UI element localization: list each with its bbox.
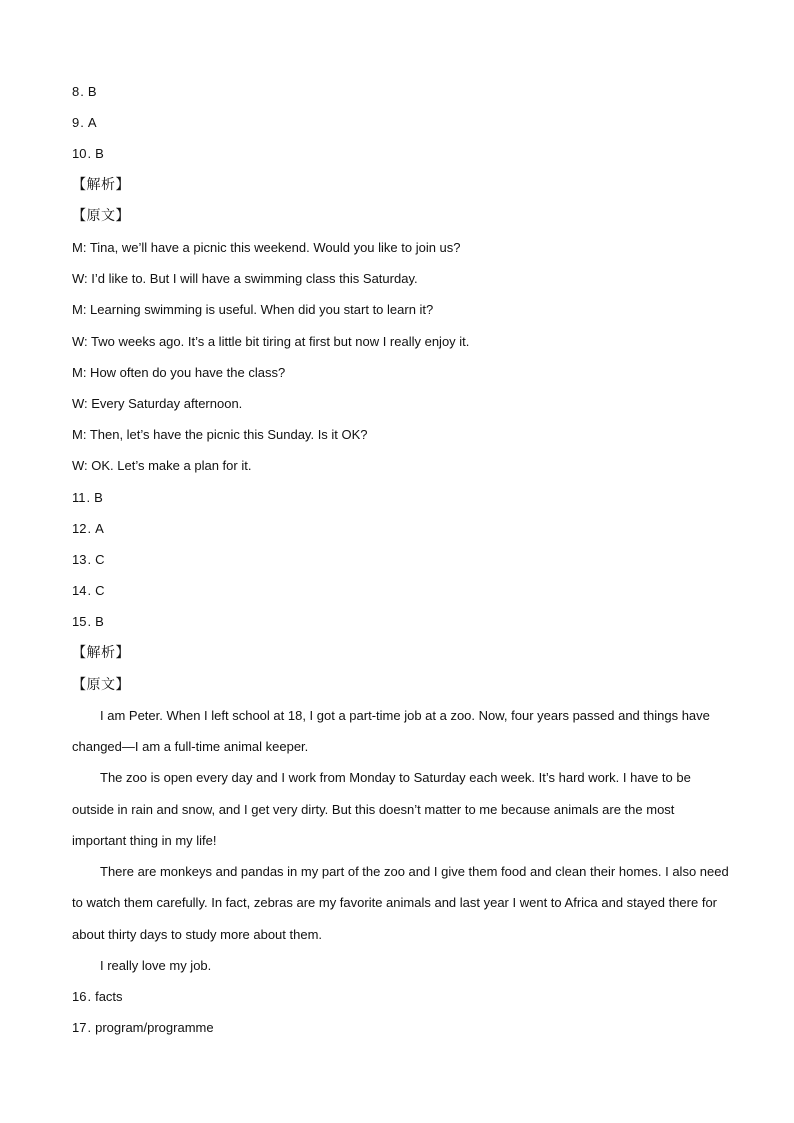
dialogue-line: W: Two weeks ago. It’s a little bit tiring at first but now I really enjoy it. bbox=[72, 334, 470, 349]
dialogue-line: M: How often do you have the class? bbox=[72, 365, 286, 380]
answer-separator: . bbox=[87, 614, 92, 629]
passage-line: I am Peter. When I left school at 18, I got a part-time job at a zoo. Now, four years passed and things have bbox=[100, 708, 710, 723]
original-text-heading: 【原文】 bbox=[72, 208, 130, 224]
answer-11 bbox=[72, 490, 722, 506]
answer-letter: B bbox=[95, 614, 104, 629]
analysis-heading: 【解析】 bbox=[72, 177, 130, 193]
dialogue-line: M: Tina, we’ll have a picnic this weekend. Would you like to join us? bbox=[72, 240, 461, 255]
answer-separator: . bbox=[80, 115, 84, 130]
answer-word: facts bbox=[95, 989, 123, 1004]
passage-line: The zoo is open every day and I work from Monday to Saturday each week. It’s hard work. I have to be bbox=[100, 770, 691, 785]
analysis-heading: 【解析】 bbox=[72, 645, 130, 661]
answer-separator: . bbox=[87, 146, 92, 161]
passage-line: There are monkeys and pandas in my part of the zoo and I give them food and clean their homes. I also need bbox=[100, 864, 729, 879]
passage-line: outside in rain and snow, and I get very dirty. But this doesn’t matter to me because animals are the most bbox=[72, 802, 675, 817]
answer-separator: . bbox=[87, 989, 92, 1004]
answer-letter: A bbox=[87, 115, 97, 130]
dialogue-line: M: Learning swimming is useful. When did you start to learn it? bbox=[72, 302, 434, 317]
answer-letter: B bbox=[87, 84, 97, 99]
original-text-heading: 【原文】 bbox=[72, 677, 130, 693]
answer-letter: B bbox=[95, 146, 104, 161]
answer-12 bbox=[72, 521, 722, 537]
answer-letter: B bbox=[94, 490, 103, 505]
dialogue-line: W: OK. Let’s make a plan for it. bbox=[72, 458, 252, 473]
answer-number: 13 bbox=[72, 552, 87, 567]
dialogue-line: W: I’d like to. But I will have a swimming class this Saturday. bbox=[72, 271, 418, 286]
dialogue-line: W: Every Saturday afternoon. bbox=[72, 396, 243, 411]
answer-16 bbox=[72, 989, 722, 1005]
answer-number: 8 bbox=[72, 84, 80, 99]
passage-line: important thing in my life! bbox=[72, 833, 217, 848]
answer-17 bbox=[72, 1020, 722, 1036]
answer-separator: . bbox=[87, 1020, 92, 1035]
answer-number: 14 bbox=[72, 583, 87, 598]
answer-13 bbox=[72, 552, 722, 568]
answer-14 bbox=[72, 583, 722, 599]
answer-letter: C bbox=[95, 552, 105, 567]
answer-9 bbox=[72, 115, 722, 131]
answer-separator: . bbox=[87, 583, 92, 598]
passage-line: about thirty days to study more about them. bbox=[72, 927, 323, 942]
answer-number: 11 bbox=[72, 490, 86, 505]
answer-separator: . bbox=[86, 490, 91, 505]
answer-separator: . bbox=[87, 521, 92, 536]
answer-letter: A bbox=[95, 521, 104, 536]
answer-separator: . bbox=[80, 84, 84, 99]
answer-number: 9 bbox=[72, 115, 80, 130]
answer-separator: . bbox=[87, 552, 92, 567]
answer-15 bbox=[72, 614, 722, 630]
passage-line: I really love my job. bbox=[100, 958, 212, 973]
answer-number: 10 bbox=[72, 146, 87, 161]
passage-line: changed—I am a full-time animal keeper. bbox=[72, 739, 309, 754]
answer-word: program/programme bbox=[95, 1020, 214, 1035]
answer-number: 17 bbox=[72, 1020, 87, 1035]
answer-number: 16 bbox=[72, 989, 87, 1004]
answer-number: 12 bbox=[72, 521, 87, 536]
passage-line: to watch them carefully. In fact, zebras are my favorite animals and last year I went to Africa and stayed there for bbox=[72, 895, 718, 910]
answer-letter: C bbox=[95, 583, 105, 598]
dialogue-line: M: Then, let’s have the picnic this Sunday. Is it OK? bbox=[72, 427, 368, 442]
answer-8 bbox=[72, 84, 722, 100]
answer-10 bbox=[72, 146, 722, 162]
answer-number: 15 bbox=[72, 614, 87, 629]
